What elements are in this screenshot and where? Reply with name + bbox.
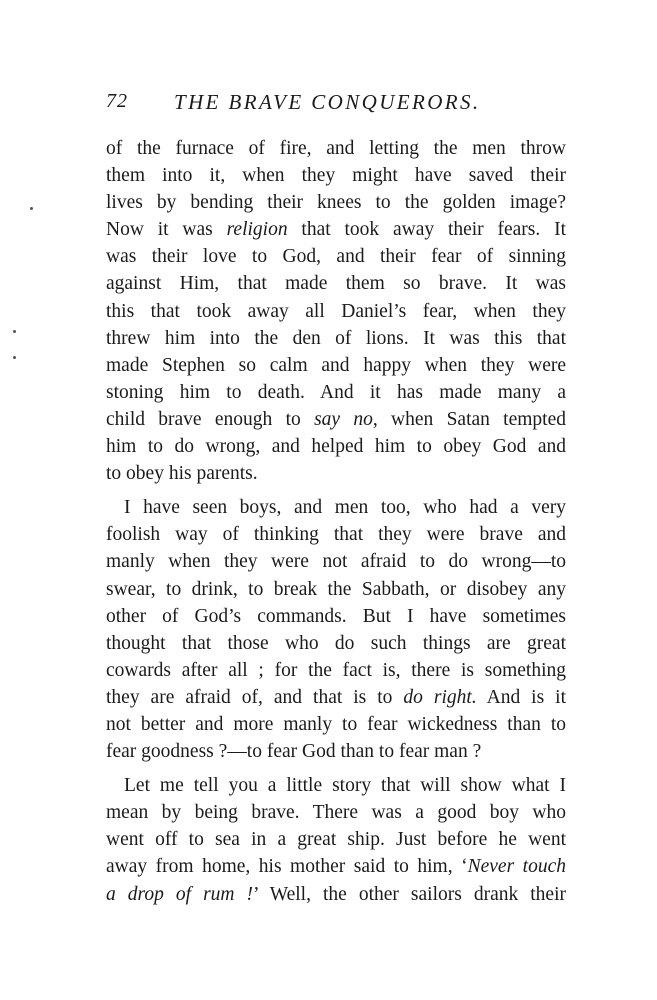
text-run: to obey his parents. xyxy=(106,463,258,485)
text-line xyxy=(106,460,566,487)
text-run: was their love to God, and their fear of sinning xyxy=(106,246,566,268)
text-line xyxy=(106,135,566,162)
running-title: THE BRAVE CONQUERORS. xyxy=(174,90,481,114)
paragraph xyxy=(106,772,566,907)
text-run: child brave enough to xyxy=(106,408,315,430)
text-line xyxy=(106,576,566,603)
text-run: threw him into the den of lions. It was this that xyxy=(106,327,566,349)
text-run: cowards after all ; for the fact is, there is something xyxy=(106,659,566,681)
text-line xyxy=(106,352,566,379)
paragraph-gap xyxy=(106,487,566,494)
text-run: went off to sea in a great ship. Just before he went xyxy=(106,829,566,851)
text-run: thought that those who do such things are great xyxy=(106,632,566,654)
text-line xyxy=(106,270,566,297)
margin-speck xyxy=(30,207,33,210)
text-run: Now it was xyxy=(106,219,227,241)
text-run: manly when they were not afraid to do wrong—to xyxy=(106,551,566,573)
text-line xyxy=(106,189,566,216)
text-run: him to do wrong, and helped him to obey God and xyxy=(106,436,566,458)
text-line xyxy=(106,216,566,243)
text-line xyxy=(106,738,566,765)
text-line xyxy=(106,799,566,826)
text-line xyxy=(106,379,566,406)
text-line xyxy=(106,433,566,460)
text-line xyxy=(106,603,566,630)
text-line xyxy=(106,243,566,270)
paragraph xyxy=(106,135,566,487)
text-run: made Stephen so calm and happy when they were xyxy=(106,354,566,376)
text-line xyxy=(106,684,566,711)
text-run: I have seen boys, and men too, who had a very xyxy=(124,497,566,519)
text-run: lives by bending their knees to the golden image? xyxy=(106,192,566,214)
text-run: this that took away all Daniel’s fear, when they xyxy=(106,300,566,322)
paragraph-gap xyxy=(106,765,566,772)
text-line xyxy=(106,711,566,738)
text-run: And is it xyxy=(476,686,567,708)
text-run: religion xyxy=(226,219,288,241)
text-run: Never touch xyxy=(467,856,566,878)
paragraph xyxy=(106,494,566,765)
text-run: that took away their fears. It xyxy=(287,219,566,241)
text-line xyxy=(106,772,566,799)
text-run: mean by being brave. There was a good boy who xyxy=(106,802,566,824)
text-run: Let me tell you a little story that will show what I xyxy=(124,775,566,797)
text-run: stoning him to death. And it has made many a xyxy=(106,381,566,403)
text-run: not better and more manly to fear wickedness than to xyxy=(106,713,566,735)
page-header xyxy=(106,90,566,122)
text-line xyxy=(106,548,566,575)
text-run: swear, to drink, to break the Sabbath, or disobey any xyxy=(106,578,566,600)
text-line xyxy=(106,325,566,352)
text-run: do right. xyxy=(403,686,477,708)
text-run: they are afraid of, and that is to xyxy=(106,686,404,708)
text-line xyxy=(106,657,566,684)
text-line xyxy=(106,406,566,433)
text-run: , when Satan tempted xyxy=(372,408,566,430)
text-line xyxy=(106,494,566,521)
text-run: a drop of rum ! xyxy=(106,883,254,905)
text-run: say no xyxy=(314,408,373,430)
text-line xyxy=(106,630,566,657)
text-line xyxy=(106,521,566,548)
text-line xyxy=(106,853,566,880)
text-run: of the furnace of fire, and letting the men throw xyxy=(106,138,566,159)
text-line xyxy=(106,881,566,908)
text-line xyxy=(106,162,566,189)
text-line xyxy=(106,826,566,853)
text-run: foolish way of thinking that they were brave and xyxy=(106,524,566,546)
body-text xyxy=(106,135,566,908)
text-run: them into it, when they might have saved their xyxy=(106,165,566,187)
margin-speck xyxy=(13,330,16,333)
margin-speck xyxy=(13,356,16,359)
text-run: fear goodness ?—to fear God than to fear man ? xyxy=(106,741,482,763)
text-run: away from home, his mother said to him, ‘ xyxy=(106,856,468,878)
text-run: ’ Well, the other sailors drank their xyxy=(253,883,566,905)
text-run: other of God’s commands. But I have sometimes xyxy=(106,605,566,627)
text-run: against Him, that made them so brave. It was xyxy=(106,273,566,295)
text-line xyxy=(106,298,566,325)
page-number: 72 xyxy=(106,90,128,112)
